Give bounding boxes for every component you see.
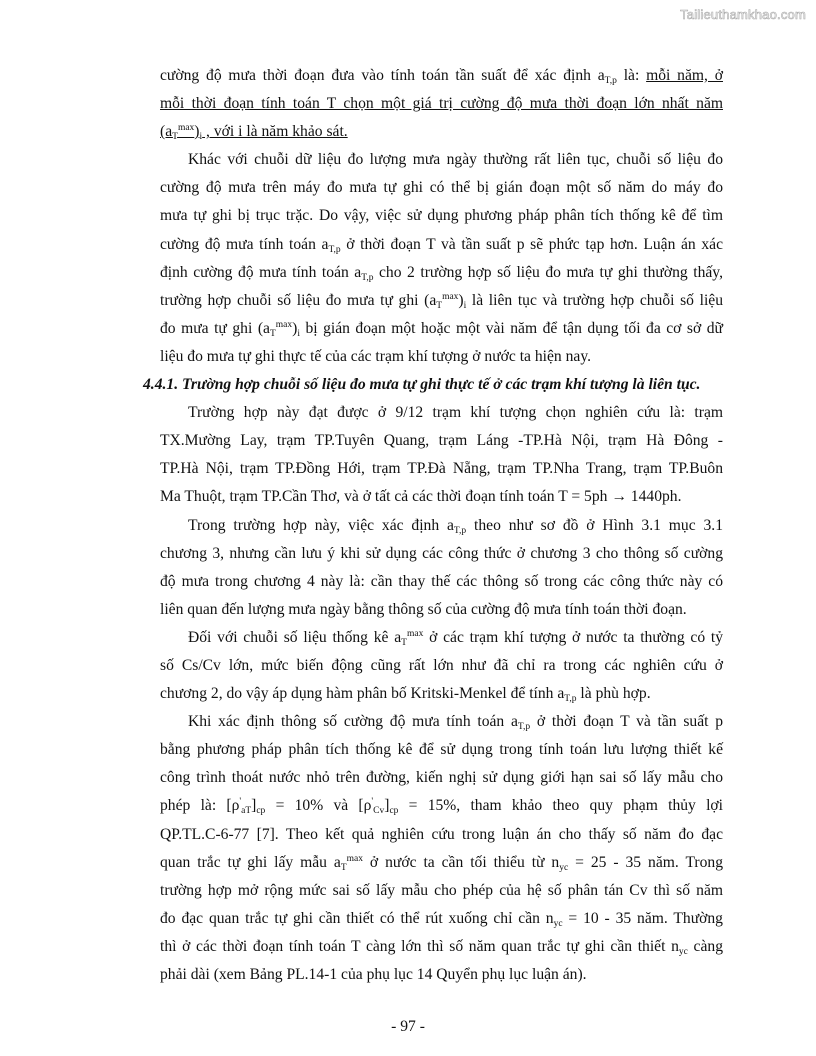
text: chương 3, nhưng cần lưu ý khi sử dụng các công thức ở chương 3 cho thông số cường [160,544,723,562]
text: phải dài (xem Bảng PL.14-1 của phụ lục 14 Quyển phụ lục luận án). [160,966,587,983]
text: đo mưa tự ghi (a [160,319,270,337]
text: trường hợp mở rộng mức sai số lấy mẫu cho phép của hệ số phân tán Cv thì số năm [160,881,723,899]
subscript: i [463,300,467,311]
text: trường hợp chuỗi số liệu đo mưa tự ghi (a [160,291,437,309]
text-line [160,287,723,315]
text: ở thời đoạn T và tần suất p [530,713,723,731]
underlined-text: ) [194,123,200,141]
text: theo như sơ đồ ở Hình 3.1 mục 3.1 [466,516,723,534]
text: ] [251,797,257,815]
subscript: i [297,328,300,339]
text: là liên tục và trường hợp chuỗi số liệu [466,291,723,309]
subscript: aT [241,806,252,817]
text: = 15%, tham khảo theo quy phạm thủy lợi [398,797,724,815]
text: TX.Mường Lay, trạm TP.Tuyên Quang, trạm Láng -TP.Hà Nội, trạm Hà Đông - [160,432,723,450]
text-line [160,62,723,90]
subscript: T,p [564,694,577,705]
text-line [160,343,723,371]
text: ở thời đoạn T và tần suất p sẽ phức tạp hơn. Luận án xác [340,235,723,253]
text-line [160,399,723,427]
text-line [160,652,723,680]
text: số Cs/Cv lớn, mức biến động cũng rất lớn như đã chỉ ra trong các nghiên cứu ở [160,656,723,674]
text-line [160,764,723,792]
subscript: T [172,132,178,143]
subscript: yc [559,862,569,873]
text-line [160,933,723,961]
text: Trường hợp này đạt được ở 9/12 trạm khí tượng chọn nghiên cứu là: trạm [188,404,723,422]
text: Đối với chuỗi số liệu thống kê a [188,628,402,646]
subscript: T [269,328,276,339]
underlined-text: mỗi năm, ở [646,67,723,84]
text-line [160,568,723,596]
subscript: T [436,300,443,311]
text-line [160,483,723,511]
text-line [160,202,723,230]
page-body [143,62,724,989]
superscript: max [406,628,424,639]
text: chương 2, do vậy áp dụng hàm phân bố Kritski-Menkel để tính a [160,685,565,703]
text-line [160,877,723,905]
superscript: ' [239,797,242,808]
underlined-text: mỗi thời đoạn tính toán T chọn một giá trị cường độ mưa thời đoạn lớn nhất năm [160,95,723,113]
subscript: yc [553,918,563,929]
text: liên quan đến lượng mưa ngày bằng thông số của cường độ mưa tính toán thời đoạn. [160,600,687,618]
text-line [160,596,723,624]
text-line [160,146,723,174]
text: Ma Thuột, trạm TP.Cần Thơ, và ở tất cả các thời đoạn tính toán T = 5ph → 1440ph. [160,488,682,506]
page-number: - 97 - [391,1018,425,1035]
text-line [160,624,723,652]
text: độ mưa trong chương 4 này là: cần thay thế các thông số trong các công thức này có [160,572,723,590]
text-line [160,315,723,343]
text: quan trắc tự ghi lấy mẫu a [160,853,341,871]
text: Khi xác định thông số cường độ mưa tính toán a [188,713,518,731]
superscript: max [275,319,293,330]
text: càng [687,937,723,955]
underlined-text: (a [160,123,173,141]
text: bằng phương pháp phân tích thống kê để sử dụng trong tính toán lưu lượng thiết kế [160,741,723,759]
subscript: T [401,637,407,648]
text: cường độ mưa trên máy đo mưa tự ghi có thể bị gián đoạn một số năm do máy đo [160,179,723,197]
subscript: T,p [453,525,467,536]
text: TP.Hà Nội, trạm TP.Đồng Hới, trạm TP.Đà Nẵng, trạm TP.Nha Trang, trạm TP.Buôn [160,460,723,478]
text-line [160,231,723,259]
text-line [160,821,723,849]
text: = 10 - 35 năm. Thường [562,909,723,927]
subscript: cp [389,806,399,817]
subscript: T [340,862,347,873]
text: QP.TL.C-6-77 [7]. Theo kết quả nghiên cứu trong luận án cho thấy số năm đo đạc [160,825,723,843]
text: ) [458,291,464,309]
text: là phù hợp. [576,685,651,703]
text-line [160,118,723,146]
text: ở nước ta cần tối thiểu từ n [362,853,560,871]
text: = 25 - 35 năm. Trong [568,853,723,871]
text: thì ở các thời đoạn tính toán T càng lớn thì số năm quan trắc tự ghi cần thiết n [160,937,679,955]
text-line [160,455,723,483]
text-line [160,792,723,820]
text-line [160,736,723,764]
underlined-text: , với i là năm khảo sát. [202,123,348,141]
text: = 10% và [ρ [265,797,372,815]
section-heading: 4.4.1. Trường hợp chuỗi số liệu đo mưa tự ghi thực tế ở các trạm khí tượng là liên tục. [143,376,701,394]
subscript: T,p [517,722,531,733]
text-line [160,849,723,877]
text-line [160,708,723,736]
superscript: ' [371,797,374,808]
subscript: T,p [361,272,374,283]
text: liệu đo mưa tự ghi thực tế của các trạm khí tượng ở nước ta hiện nay. [160,347,592,365]
text-line [160,512,723,540]
text: ) [292,319,298,337]
text: cho 2 trường hợp số liệu đo mưa tự ghi thường thấy, [373,263,723,281]
text: đo đạc quan trắc tự ghi cần thiết có thể rút xuống chỉ cần n [160,909,554,927]
text: bị gián đoạn một hoặc một vài năm để tận dụng tối đa cơ sở dữ [299,319,723,337]
text: ] [384,797,390,815]
text: cường độ mưa tính toán a [160,235,329,253]
text: cường độ mưa thời đoạn đưa vào tính toán tần suất để xác định a [160,67,605,84]
subscript: yc [678,946,688,957]
text-line [160,540,723,568]
watermark: Tailieuthamkhao.com [680,7,806,22]
subscript: Cv [373,806,385,817]
text: công trình thoát nước nhỏ trên đường, kiến nghị sử dụng giới hạn sai số lấy mẫu cho [160,769,723,787]
text-line [160,90,723,118]
text-line [160,259,723,287]
text-line [160,961,723,989]
text: mưa tự ghi bị trục trặc. Do vậy, việc sử dụng phương pháp phân tích thống kê để tìm [160,207,723,225]
text: Khác với chuỗi dữ liệu đo lượng mưa ngày thường rất liên tục, chuỗi số liệu đo [188,151,723,169]
text-line [160,427,723,455]
subscript: i [199,132,203,143]
text: Trong trường hợp này, việc xác định a [188,516,454,534]
superscript: max [177,123,195,134]
subscript: cp [256,806,266,817]
text-line [160,680,723,708]
text: định cường độ mưa tính toán a [160,263,362,281]
subscript: T,p [328,244,341,255]
subscript: T,p [604,76,617,86]
superscript: max [346,853,363,864]
text: ở các trạm khí tượng ở nước ta thường có tỷ [423,628,724,646]
text-line [160,174,723,202]
superscript: max [442,291,459,302]
text: là: [616,67,647,84]
text-line [160,905,723,933]
text: phép là: [ρ [160,797,240,815]
